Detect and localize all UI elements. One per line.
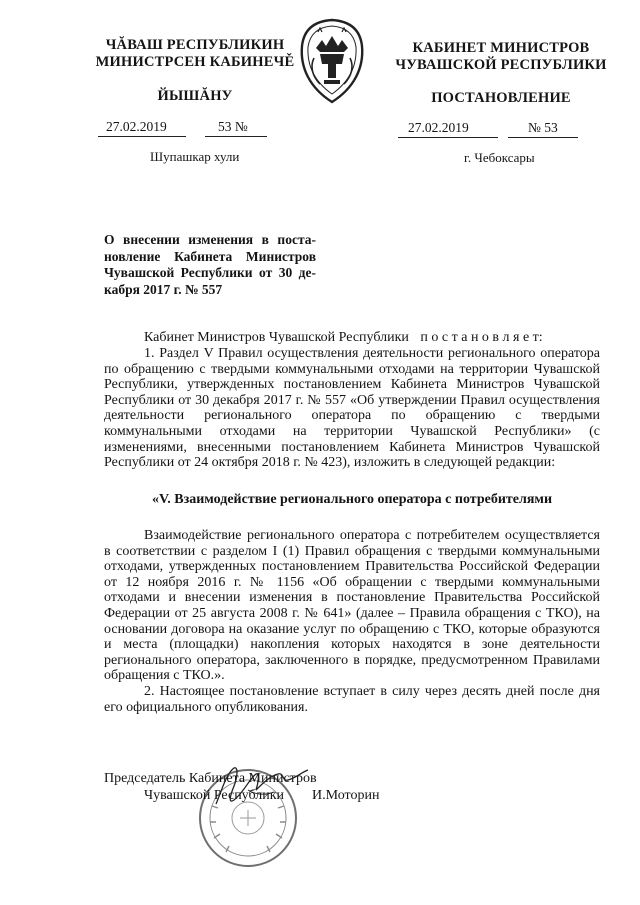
left-date: 27.02.2019 — [106, 119, 167, 134]
section-heading: «V. Взаимодействие регионального оператора с потребителями — [151, 492, 553, 507]
section-text: Взаимодействие регионального оператора с потребителем осуществляется в соответствии с разделом I (1) Правил обращения с твердыми коммунальными отходами, утвержденных постановлением Правительства Российской Федерации от 12 ноября 2016 г. № 1156 «Об обращении с твердыми коммунальными отходами и внесении изменения в постановление Правительства Российской Федерации от 25 августа 2008 г. № 641» (далее – Правила обращения с ТКО), на основании договора на оказание услуг по обращению с ТКО, которые образуются и места (площадки) накопления которых находятся в зоне деятельности регионального оператора, заключенного в порядке, предусмотренном Правилами обращения с ТКО.». — [104, 528, 600, 684]
left-authority — [82, 37, 308, 71]
right-doc-type: ПОСТАНОВЛЕНИЕ — [431, 90, 571, 106]
right-date-underline — [398, 136, 498, 138]
left-city: Шупашкар хули — [150, 149, 240, 164]
title-line4: кабря 2017 г. № 557 — [104, 281, 223, 297]
right-number: № 53 — [528, 120, 558, 135]
title-line2: новление Кабинета Министров — [104, 248, 316, 264]
title-line3: Чувашской Республики от 30 де- — [104, 265, 316, 280]
item-1: 1. Раздел V Правил осуществления деятельности регионального оператора по обращению с твердыми коммунальными отходами на территории Чувашской Республики, утвержденных постановлением Кабинета Министров Чувашской Республики от 30 декабря 2017 г. № 557 «Об утверждении Правил осуществления деятельности регионального оператора по обращению с твердыми коммунальными отходами на территории Чувашской Республики» (с изменениями, внесенными постановлением Кабинета Министров Чувашской Республики от 24 октября 2018 г. № 423), изложить в следующей редакции: — [104, 346, 600, 471]
left-number-underline — [205, 135, 267, 137]
left-authority-line2: МИНИСТРСЕН КАБИНЕЧĚ — [95, 54, 295, 70]
right-date: 27.02.2019 — [408, 120, 469, 135]
left-date-underline — [98, 135, 186, 137]
left-authority-line1: ЧĂВАШ РЕСПУБЛИКИН — [105, 37, 285, 53]
right-city: г. Чебоксары — [464, 150, 535, 165]
right-authority — [388, 40, 614, 74]
preamble-subject: Кабинет Министров Чувашской Республики — [144, 330, 409, 345]
right-authority-line2: ЧУВАШСКОЙ РЕСПУБЛИКИ — [395, 57, 607, 73]
document-title — [104, 232, 316, 298]
right-number-underline — [508, 136, 578, 138]
chuvash-emblem-icon — [296, 18, 368, 104]
signatory-name: И.Моторин — [312, 788, 380, 803]
signature-position-line1: Председатель Кабинета Министров — [104, 771, 317, 786]
preamble-verb: п о с т а н о в л я е т: — [420, 330, 543, 345]
left-number: 53 № — [218, 119, 248, 134]
title-line1: О внесении изменения в поста- — [104, 232, 316, 247]
handwritten-signature — [204, 760, 314, 810]
item-2: 2. Настоящее постановление вступает в силу через десять дней после дня его официального опубликования. — [104, 684, 600, 715]
right-authority-line1: КАБИНЕТ МИНИСТРОВ — [412, 40, 590, 56]
preamble — [104, 330, 600, 346]
signature-position-line2: Чувашской Республики — [144, 788, 285, 803]
left-doc-type: ЙЫШĂНУ — [157, 88, 233, 104]
